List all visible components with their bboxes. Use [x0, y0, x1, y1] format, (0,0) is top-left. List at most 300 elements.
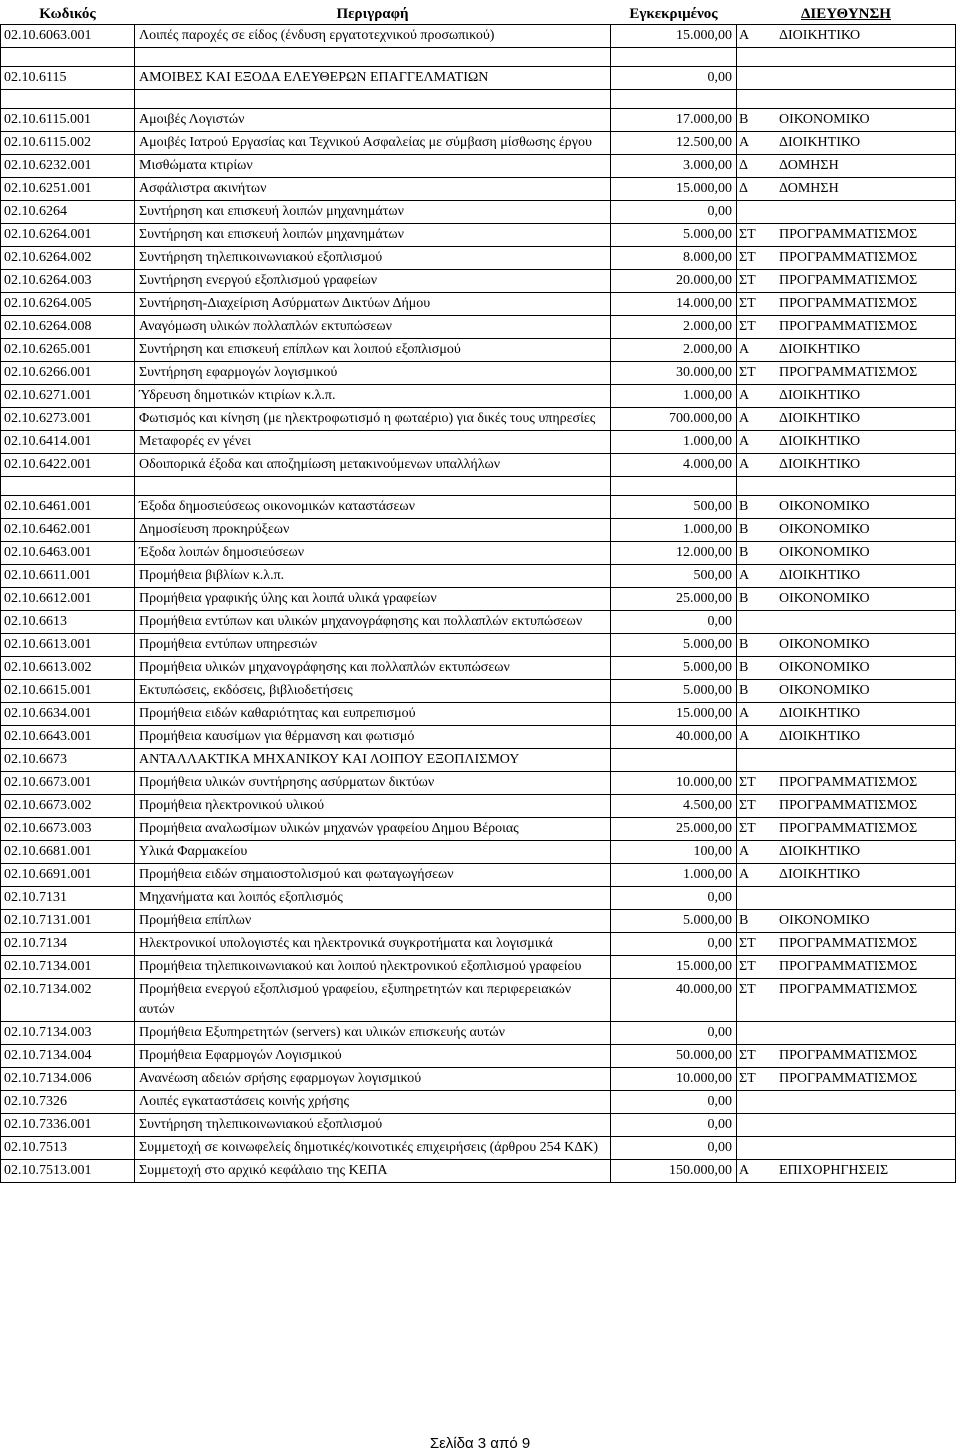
directorate-name: ΔΙΟΙΚΗΤΙΚΟ	[779, 706, 861, 721]
directorate-name: ΟΙΚΟΝΟΜΙΚΟ	[779, 545, 870, 560]
directorate-cell	[737, 703, 956, 726]
account-description: Μισθώματα κτιρίων	[135, 155, 611, 178]
directorate-cell	[737, 1045, 956, 1068]
approved-amount: 500,00	[611, 496, 737, 519]
directorate-cell	[737, 362, 956, 385]
table-row	[1, 496, 956, 519]
table-row	[1, 270, 956, 293]
table-row	[1, 293, 956, 316]
directorate-name: ΠΡΟΓΡΑΜΜΑΤΙΣΜΟΣ	[779, 821, 918, 836]
table-row	[1, 67, 956, 90]
table-row	[1, 224, 956, 247]
account-code: 02.10.6264.001	[1, 224, 135, 247]
account-description: ΑΜΟΙΒΕΣ ΚΑΙ ΕΞΟΔΑ ΕΛΕΥΘΕΡΩΝ ΕΠΑΓΓΕΛΜΑΤΙΩΝ	[135, 67, 611, 90]
directorate-cell	[737, 316, 956, 339]
directorate-name: ΟΙΚΟΝΟΜΙΚΟ	[779, 499, 870, 514]
directorate-letter: ΣΤ	[739, 319, 756, 334]
account-description: Οδοιπορικά έξοδα και αποζημίωση μετακινούμενων υπαλλήλων	[135, 454, 611, 477]
account-description: Προμήθεια εντύπων και υλικών μηχανογράφησης και πολλαπλών εκτυπώσεων	[135, 611, 611, 634]
account-code: 02.10.7134	[1, 933, 135, 956]
directorate-letter: Α	[739, 729, 750, 744]
approved-amount: 1.000,00	[611, 431, 737, 454]
account-code: 02.10.6673.003	[1, 818, 135, 841]
account-description: Συντήρηση-Διαχείριση Ασύρματων Δικτύων Δήμου	[135, 293, 611, 316]
directorate-name: ΔΟΜΗΣΗ	[779, 181, 839, 196]
account-description: Συντήρηση τηλεπικοινωνιακού εξοπλισμού	[135, 247, 611, 270]
approved-amount: 30.000,00	[611, 362, 737, 385]
account-code: 02.10.6414.001	[1, 431, 135, 454]
directorate-name: ΠΡΟΓΡΑΜΜΑΤΙΣΜΟΣ	[779, 982, 918, 997]
directorate-name: ΟΙΚΟΝΟΜΙΚΟ	[779, 522, 870, 537]
directorate-letter: Β	[739, 660, 749, 675]
directorate-letter: Β	[739, 637, 749, 652]
approved-amount: 0,00	[611, 67, 737, 90]
account-code: 02.10.6612.001	[1, 588, 135, 611]
approved-amount: 3.000,00	[611, 155, 737, 178]
spacer-cell	[135, 477, 611, 496]
approved-amount: 2.000,00	[611, 339, 737, 362]
account-description: Προμήθεια αναλωσίμων υλικών μηχανών γραφείου Δημου Βέροιας	[135, 818, 611, 841]
directorate-letter: Α	[739, 411, 750, 426]
directorate-name: ΟΙΚΟΝΟΜΙΚΟ	[779, 637, 870, 652]
directorate-cell	[737, 956, 956, 979]
table-row	[1, 1114, 956, 1137]
spacer-cell	[611, 48, 737, 67]
account-code: 02.10.6611.001	[1, 565, 135, 588]
directorate-cell	[737, 864, 956, 887]
directorate-cell	[737, 293, 956, 316]
directorate-letter: Α	[739, 706, 750, 721]
directorate-cell	[737, 431, 956, 454]
table-row	[1, 431, 956, 454]
approved-amount: 50.000,00	[611, 1045, 737, 1068]
directorate-letter: Β	[739, 683, 749, 698]
directorate-letter: Α	[739, 568, 750, 583]
approved-amount: 12.000,00	[611, 542, 737, 565]
account-description: Συντήρηση και επισκευή λοιπών μηχανημάτων	[135, 201, 611, 224]
approved-amount: 15.000,00	[611, 956, 737, 979]
account-code: 02.10.6613.002	[1, 657, 135, 680]
approved-amount: 14.000,00	[611, 293, 737, 316]
approved-amount: 4.000,00	[611, 454, 737, 477]
approved-amount: 0,00	[611, 933, 737, 956]
approved-amount: 0,00	[611, 201, 737, 224]
approved-amount: 20.000,00	[611, 270, 737, 293]
account-description: Προμήθεια Εξυπηρετητών (servers) και υλικών επισκευής αυτών	[135, 1022, 611, 1045]
approved-amount: 15.000,00	[611, 178, 737, 201]
approved-amount: 5.000,00	[611, 634, 737, 657]
account-description: Δημοσίευση προκηρύξεων	[135, 519, 611, 542]
directorate-cell	[737, 1022, 956, 1045]
account-code: 02.10.6691.001	[1, 864, 135, 887]
approved-amount: 10.000,00	[611, 772, 737, 795]
table-row	[1, 1068, 956, 1091]
directorate-name: ΟΙΚΟΝΟΜΙΚΟ	[779, 112, 870, 127]
directorate-letter: ΣΤ	[739, 982, 756, 997]
header-description: Περιγραφή	[135, 4, 611, 25]
directorate-letter: Α	[739, 135, 750, 150]
account-description: Μεταφορές εν γένει	[135, 431, 611, 454]
table-row	[1, 385, 956, 408]
header-approved: Εγκεκριμένος	[611, 4, 737, 25]
directorate-cell	[737, 611, 956, 634]
table-row	[1, 109, 956, 132]
account-description: Συντήρηση τηλεπικοινωνιακού εξοπλισμού	[135, 1114, 611, 1137]
directorate-name: ΟΙΚΟΝΟΜΙΚΟ	[779, 660, 870, 675]
account-code: 02.10.6462.001	[1, 519, 135, 542]
account-code: 02.10.6115.002	[1, 132, 135, 155]
account-code: 02.10.7336.001	[1, 1114, 135, 1137]
table-row	[1, 864, 956, 887]
directorate-cell	[737, 979, 956, 1022]
account-description: Προμήθεια υλικών μηχανογράφησης και πολλαπλών εκτυπώσεων	[135, 657, 611, 680]
table-row	[1, 132, 956, 155]
directorate-cell	[737, 385, 956, 408]
directorate-letter: ΣΤ	[739, 936, 756, 951]
directorate-letter: ΣΤ	[739, 1071, 756, 1086]
approved-amount: 5.000,00	[611, 657, 737, 680]
directorate-name: ΠΡΟΓΡΑΜΜΑΤΙΣΜΟΣ	[779, 296, 918, 311]
account-code: 02.10.6063.001	[1, 25, 135, 48]
directorate-letter: Β	[739, 591, 749, 606]
spacer-row	[1, 477, 956, 496]
directorate-cell	[737, 454, 956, 477]
account-description: ΑΝΤΑΛΛΑΚΤΙΚΑ ΜΗΧΑΝΙΚΟΥ ΚΑΙ ΛΟΙΠΟΥ ΕΞΟΠΛΙΣΜΟΥ	[135, 749, 611, 772]
account-description: Μηχανήματα και λοιπός εξοπλισμός	[135, 887, 611, 910]
directorate-letter: ΣΤ	[739, 227, 756, 242]
spacer-cell	[135, 90, 611, 109]
header-row	[1, 4, 956, 25]
account-code: 02.10.7134.002	[1, 979, 135, 1022]
directorate-name: ΠΡΟΓΡΑΜΜΑΤΙΣΜΟΣ	[779, 319, 918, 334]
directorate-cell	[737, 749, 956, 772]
approved-amount: 1.000,00	[611, 864, 737, 887]
directorate-letter: ΣΤ	[739, 821, 756, 836]
budget-table	[0, 4, 956, 1183]
directorate-cell	[737, 565, 956, 588]
directorate-cell	[737, 519, 956, 542]
table-row	[1, 178, 956, 201]
account-code: 02.10.6613	[1, 611, 135, 634]
directorate-name: ΠΡΟΓΡΑΜΜΑΤΙΣΜΟΣ	[779, 250, 918, 265]
directorate-cell	[737, 132, 956, 155]
approved-amount: 4.500,00	[611, 795, 737, 818]
account-code: 02.10.6115	[1, 67, 135, 90]
approved-amount: 5.000,00	[611, 680, 737, 703]
account-code: 02.10.6634.001	[1, 703, 135, 726]
account-description: Προμήθεια καυσίμων για θέρμανση και φωτισμό	[135, 726, 611, 749]
directorate-cell	[737, 496, 956, 519]
account-description: Ασφάλιστρα ακινήτων	[135, 178, 611, 201]
table-row	[1, 454, 956, 477]
spacer-cell	[1, 90, 135, 109]
table-row	[1, 588, 956, 611]
account-description: Φωτισμός και κίνηση (με ηλεκτροφωτισμό η φωταέριο) για δικές τους υπηρεσίες	[135, 408, 611, 431]
directorate-letter: ΣΤ	[739, 296, 756, 311]
directorate-cell	[737, 1160, 956, 1183]
directorate-name: ΕΠΙΧΟΡΗΓΗΣΕΙΣ	[779, 1163, 889, 1178]
spacer-cell	[1, 477, 135, 496]
directorate-name: ΔΙΟΙΚΗΤΙΚΟ	[779, 844, 861, 859]
spacer-cell	[1, 48, 135, 67]
account-description: Συντήρηση και επισκευή λοιπών μηχανημάτων	[135, 224, 611, 247]
directorate-cell	[737, 634, 956, 657]
table-row	[1, 841, 956, 864]
account-code: 02.10.6115.001	[1, 109, 135, 132]
directorate-name: ΠΡΟΓΡΑΜΜΑΤΙΣΜΟΣ	[779, 1071, 918, 1086]
directorate-cell	[737, 247, 956, 270]
directorate-name: ΠΡΟΓΡΑΜΜΑΤΙΣΜΟΣ	[779, 227, 918, 242]
approved-amount: 2.000,00	[611, 316, 737, 339]
directorate-cell	[737, 178, 956, 201]
table-row	[1, 316, 956, 339]
account-code: 02.10.7131	[1, 887, 135, 910]
directorate-cell	[737, 887, 956, 910]
account-description: Ανανέωση αδειών σρήσης εφαρμογων λογισμικού	[135, 1068, 611, 1091]
table-row	[1, 565, 956, 588]
table-row	[1, 933, 956, 956]
account-description: Προμήθεια επίπλων	[135, 910, 611, 933]
account-description: Προμήθεια εντύπων υπηρεσιών	[135, 634, 611, 657]
directorate-name: ΠΡΟΓΡΑΜΜΑΤΙΣΜΟΣ	[779, 775, 918, 790]
directorate-letter: Β	[739, 499, 749, 514]
table-row	[1, 408, 956, 431]
account-code: 02.10.6266.001	[1, 362, 135, 385]
table-row	[1, 910, 956, 933]
directorate-cell	[737, 795, 956, 818]
approved-amount: 15.000,00	[611, 25, 737, 48]
approved-amount: 40.000,00	[611, 726, 737, 749]
directorate-cell	[737, 25, 956, 48]
directorate-name: ΠΡΟΓΡΑΜΜΑΤΙΣΜΟΣ	[779, 365, 918, 380]
table-body	[1, 25, 956, 1183]
account-code: 02.10.7134.001	[1, 956, 135, 979]
account-code: 02.10.6681.001	[1, 841, 135, 864]
approved-amount: 700.000,00	[611, 408, 737, 431]
table-row	[1, 339, 956, 362]
spacer-cell	[737, 48, 956, 67]
table-row	[1, 726, 956, 749]
account-description: Συμμετοχή στο αρχικό κεφάλαιο της ΚΕΠΑ	[135, 1160, 611, 1183]
directorate-letter: ΣΤ	[739, 250, 756, 265]
table-row	[1, 247, 956, 270]
spacer-cell	[611, 477, 737, 496]
directorate-name: ΔΙΟΙΚΗΤΙΚΟ	[779, 388, 861, 403]
account-description: Εκτυπώσεις, εκδόσεις, βιβλιοδετήσεις	[135, 680, 611, 703]
account-code: 02.10.6643.001	[1, 726, 135, 749]
directorate-cell	[737, 726, 956, 749]
account-description: Αμοιβές Λογιστών	[135, 109, 611, 132]
account-description: Προμήθεια υλικών συντήρησης ασύρματων δικτύων	[135, 772, 611, 795]
approved-amount: 10.000,00	[611, 1068, 737, 1091]
directorate-letter: Β	[739, 545, 749, 560]
table-row	[1, 611, 956, 634]
directorate-letter: ΣΤ	[739, 1048, 756, 1063]
account-description: Λοιπές εγκαταστάσεις κοινής χρήσης	[135, 1091, 611, 1114]
approved-amount: 5.000,00	[611, 910, 737, 933]
account-code: 02.10.6673	[1, 749, 135, 772]
table-row	[1, 1022, 956, 1045]
approved-amount: 0,00	[611, 1137, 737, 1160]
directorate-name: ΠΡΟΓΡΑΜΜΑΤΙΣΜΟΣ	[779, 1048, 918, 1063]
directorate-letter: Α	[739, 1163, 750, 1178]
directorate-cell	[737, 155, 956, 178]
table-row	[1, 1045, 956, 1068]
directorate-cell	[737, 910, 956, 933]
account-code: 02.10.6264.008	[1, 316, 135, 339]
directorate-cell	[737, 408, 956, 431]
approved-amount: 15.000,00	[611, 703, 737, 726]
directorate-letter: ΣΤ	[739, 775, 756, 790]
approved-amount: 25.000,00	[611, 818, 737, 841]
directorate-cell	[737, 841, 956, 864]
table-row	[1, 772, 956, 795]
directorate-name: ΔΙΟΙΚΗΤΙΚΟ	[779, 457, 861, 472]
directorate-name: ΔΙΟΙΚΗΤΙΚΟ	[779, 729, 861, 744]
account-code: 02.10.7326	[1, 1091, 135, 1114]
approved-amount: 17.000,00	[611, 109, 737, 132]
directorate-name: ΟΙΚΟΝΟΜΙΚΟ	[779, 913, 870, 928]
account-code: 02.10.6264	[1, 201, 135, 224]
directorate-cell	[737, 1091, 956, 1114]
account-code: 02.10.6615.001	[1, 680, 135, 703]
table-row	[1, 519, 956, 542]
directorate-name: ΔΙΟΙΚΗΤΙΚΟ	[779, 135, 861, 150]
directorate-cell	[737, 1068, 956, 1091]
account-description: Προμήθεια ειδών καθαριότητας και ευπρεπισμού	[135, 703, 611, 726]
spacer-cell	[737, 90, 956, 109]
approved-amount: 40.000,00	[611, 979, 737, 1022]
directorate-letter: ΣΤ	[739, 365, 756, 380]
directorate-letter: Α	[739, 28, 750, 43]
account-description: Έξοδα δημοσιεύσεως οικονομικών καταστάσεων	[135, 496, 611, 519]
approved-amount: 0,00	[611, 1091, 737, 1114]
directorate-cell	[737, 818, 956, 841]
account-code: 02.10.6273.001	[1, 408, 135, 431]
directorate-name: ΟΙΚΟΝΟΜΙΚΟ	[779, 683, 870, 698]
account-code: 02.10.6264.003	[1, 270, 135, 293]
approved-amount: 100,00	[611, 841, 737, 864]
table-row	[1, 155, 956, 178]
directorate-letter: Α	[739, 844, 750, 859]
account-description: Συντήρηση ενεργού εξοπλισμού γραφείων	[135, 270, 611, 293]
account-code: 02.10.6673.001	[1, 772, 135, 795]
account-description: Προμήθεια Εφαρμογών Λογισμικού	[135, 1045, 611, 1068]
directorate-name: ΔΙΟΙΚΗΤΙΚΟ	[779, 28, 861, 43]
directorate-cell	[737, 339, 956, 362]
account-code: 02.10.6271.001	[1, 385, 135, 408]
approved-amount: 0,00	[611, 611, 737, 634]
approved-amount: 0,00	[611, 887, 737, 910]
directorate-name: ΔΙΟΙΚΗΤΙΚΟ	[779, 568, 861, 583]
account-description: Συντήρηση εφαρμογών λογισμικού	[135, 362, 611, 385]
account-description: Λοιπές παροχές σε είδος (ένδυση εργατοτεχνικού προσωπικού)	[135, 25, 611, 48]
directorate-cell	[737, 1114, 956, 1137]
directorate-cell	[737, 772, 956, 795]
directorate-letter: Δ	[739, 158, 749, 173]
table-row	[1, 956, 956, 979]
table-row	[1, 1160, 956, 1183]
directorate-name: ΠΡΟΓΡΑΜΜΑΤΙΣΜΟΣ	[779, 798, 918, 813]
directorate-name: ΔΙΟΙΚΗΤΙΚΟ	[779, 342, 861, 357]
account-description: Προμήθεια τηλεπικοινωνιακού και λοιπού ηλεκτρονικού εξοπλισμού γραφείου	[135, 956, 611, 979]
account-description: Ηλεκτρονικοί υπολογιστές και ηλεκτρονικά συγκροτήματα και λογισμικά	[135, 933, 611, 956]
directorate-cell	[737, 224, 956, 247]
directorate-letter: Β	[739, 112, 749, 127]
directorate-name: ΔΙΟΙΚΗΤΙΚΟ	[779, 867, 861, 882]
directorate-cell	[737, 588, 956, 611]
approved-amount: 0,00	[611, 1022, 737, 1045]
directorate-letter: Α	[739, 867, 750, 882]
directorate-name: ΟΙΚΟΝΟΜΙΚΟ	[779, 591, 870, 606]
account-code: 02.10.6461.001	[1, 496, 135, 519]
approved-amount: 150.000,00	[611, 1160, 737, 1183]
table-row	[1, 634, 956, 657]
account-description: Προμήθεια γραφικής ύλης και λοιπά υλικά γραφείων	[135, 588, 611, 611]
account-code: 02.10.7131.001	[1, 910, 135, 933]
account-description: Ύδρευση δημοτικών κτιρίων κ.λ.π.	[135, 385, 611, 408]
directorate-cell	[737, 109, 956, 132]
table-row	[1, 887, 956, 910]
directorate-letter: Β	[739, 913, 749, 928]
directorate-letter: Α	[739, 342, 750, 357]
table-row	[1, 657, 956, 680]
table-row	[1, 979, 956, 1022]
account-description: Προμήθεια ειδών σημαιοστολισμού και φωταγωγήσεων	[135, 864, 611, 887]
account-code: 02.10.6264.005	[1, 293, 135, 316]
account-description: Υλικά Φαρμακείου	[135, 841, 611, 864]
directorate-letter: ΣΤ	[739, 798, 756, 813]
approved-amount: 12.500,00	[611, 132, 737, 155]
directorate-letter: Α	[739, 457, 750, 472]
spacer-cell	[611, 90, 737, 109]
header-code: Κωδικός	[1, 4, 135, 25]
account-code: 02.10.6264.002	[1, 247, 135, 270]
account-code: 02.10.6613.001	[1, 634, 135, 657]
account-description: Αμοιβές Ιατρού Εργασίας και Τεχνικού Ασφαλείας με σύμβαση μίσθωσης έργου	[135, 132, 611, 155]
approved-amount: 0,00	[611, 1114, 737, 1137]
account-code: 02.10.6673.002	[1, 795, 135, 818]
table-row	[1, 201, 956, 224]
table-row	[1, 362, 956, 385]
directorate-letter: ΣΤ	[739, 959, 756, 974]
page-number: Σελίδα 3 από 9	[429, 1435, 531, 1452]
account-code: 02.10.7513.001	[1, 1160, 135, 1183]
directorate-letter: Δ	[739, 181, 749, 196]
account-description: Προμήθεια ηλεκτρονικού υλικού	[135, 795, 611, 818]
spacer-cell	[737, 477, 956, 496]
table-row	[1, 749, 956, 772]
directorate-cell	[737, 542, 956, 565]
table-row	[1, 25, 956, 48]
directorate-name: ΔΙΟΙΚΗΤΙΚΟ	[779, 411, 861, 426]
approved-amount: 8.000,00	[611, 247, 737, 270]
directorate-cell	[737, 270, 956, 293]
directorate-name: ΔΙΟΙΚΗΤΙΚΟ	[779, 434, 861, 449]
table-row	[1, 818, 956, 841]
account-description: Προμήθεια ενεργού εξοπλισμού γραφείου, εξυπηρετητών και περιφερειακών αυτών	[135, 979, 611, 1022]
directorate-letter: Α	[739, 388, 750, 403]
directorate-name: ΠΡΟΓΡΑΜΜΑΤΙΣΜΟΣ	[779, 959, 918, 974]
directorate-letter: Α	[739, 434, 750, 449]
account-code: 02.10.6265.001	[1, 339, 135, 362]
directorate-cell	[737, 201, 956, 224]
directorate-letter: Β	[739, 522, 749, 537]
table-row	[1, 542, 956, 565]
account-description: Αναγόμωση υλικών πολλαπλών εκτυπώσεων	[135, 316, 611, 339]
account-code: 02.10.6251.001	[1, 178, 135, 201]
directorate-name: ΔΟΜΗΣΗ	[779, 158, 839, 173]
